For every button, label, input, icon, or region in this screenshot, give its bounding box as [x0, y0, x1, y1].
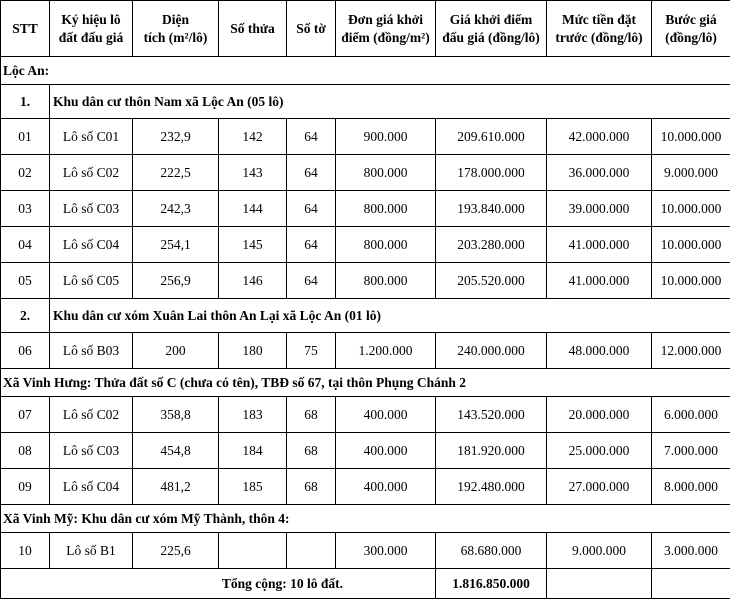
stt-cell: 01: [1, 119, 50, 155]
header-lot-code: Ký hiệu lô đất đấu giá: [50, 1, 133, 57]
table-row: [1, 263, 730, 299]
deposit-cell: 41.000.000: [547, 227, 652, 263]
deposit-cell: 25.000.000: [547, 433, 652, 469]
lot-code-cell: Lô số C02: [50, 397, 133, 433]
unit-price-cell: 400.000: [336, 397, 436, 433]
parcel-cell: 180: [219, 333, 287, 369]
starting-price-cell: 192.480.000: [436, 469, 547, 505]
parcel-cell: 146: [219, 263, 287, 299]
bid-step-cell: 10.000.000: [652, 263, 730, 299]
stt-cell: 10: [1, 533, 50, 569]
total-row: [1, 569, 730, 599]
header-parcel-no: Số thửa: [219, 1, 287, 57]
stt-cell: 05: [1, 263, 50, 299]
sheet-cell: 68: [287, 397, 336, 433]
area-cell: 254,1: [133, 227, 219, 263]
bid-step-cell: 6.000.000: [652, 397, 730, 433]
lot-code-cell: Lô số C04: [50, 469, 133, 505]
area-cell: 200: [133, 333, 219, 369]
stt-cell: 06: [1, 333, 50, 369]
bid-step-cell: 10.000.000: [652, 119, 730, 155]
table-row: [1, 533, 730, 569]
parcel-cell: 143: [219, 155, 287, 191]
unit-price-cell: 800.000: [336, 227, 436, 263]
section-row: [1, 505, 730, 533]
parcel-cell: 144: [219, 191, 287, 227]
unit-price-cell: 1.200.000: [336, 333, 436, 369]
lot-code-cell: Lô số C05: [50, 263, 133, 299]
header-sheet-no: Số tờ: [287, 1, 336, 57]
table-row: [1, 433, 730, 469]
group-name: Khu dân cư thôn Nam xã Lộc An (05 lô): [50, 85, 730, 119]
area-cell: 358,8: [133, 397, 219, 433]
header-area: Diện tích (m²/lô): [133, 1, 219, 57]
starting-price-cell: 203.280.000: [436, 227, 547, 263]
bid-step-cell: 8.000.000: [652, 469, 730, 505]
lot-code-cell: Lô số C04: [50, 227, 133, 263]
unit-price-cell: 800.000: [336, 263, 436, 299]
deposit-cell: 20.000.000: [547, 397, 652, 433]
starting-price-cell: 209.610.000: [436, 119, 547, 155]
area-cell: 222,5: [133, 155, 219, 191]
unit-price-cell: 800.000: [336, 191, 436, 227]
parcel-cell: [219, 533, 287, 569]
lot-code-cell: Lô số C02: [50, 155, 133, 191]
sheet-cell: 64: [287, 227, 336, 263]
table-row: [1, 191, 730, 227]
group-index: 2.: [1, 299, 50, 333]
area-cell: 225,6: [133, 533, 219, 569]
empty-cell: [652, 569, 730, 599]
parcel-cell: 142: [219, 119, 287, 155]
starting-price-cell: 240.000.000: [436, 333, 547, 369]
starting-price-cell: 143.520.000: [436, 397, 547, 433]
deposit-cell: 42.000.000: [547, 119, 652, 155]
stt-cell: 04: [1, 227, 50, 263]
unit-price-cell: 900.000: [336, 119, 436, 155]
table-row: [1, 119, 730, 155]
stt-cell: 07: [1, 397, 50, 433]
starting-price-cell: 68.680.000: [436, 533, 547, 569]
sheet-cell: [287, 533, 336, 569]
section-title: Xã Vinh Mỹ: Khu dân cư xóm Mỹ Thành, thôn 4:: [1, 505, 730, 533]
table-header-row: [1, 1, 730, 57]
table-row: [1, 227, 730, 263]
parcel-cell: 185: [219, 469, 287, 505]
section-title: Xã Vinh Hưng: Thửa đất số C (chưa có tên), TBĐ số 67, tại thôn Phụng Chánh 2: [1, 369, 730, 397]
sheet-cell: 64: [287, 119, 336, 155]
stt-cell: 08: [1, 433, 50, 469]
table-row: [1, 155, 730, 191]
lot-code-cell: Lô số C03: [50, 433, 133, 469]
sheet-cell: 75: [287, 333, 336, 369]
deposit-cell: 39.000.000: [547, 191, 652, 227]
section-row: [1, 369, 730, 397]
sheet-cell: 64: [287, 155, 336, 191]
stt-cell: 09: [1, 469, 50, 505]
header-unit-price: Đơn giá khởi điểm (đồng/m²): [336, 1, 436, 57]
empty-cell: [547, 569, 652, 599]
group-row: [1, 85, 730, 119]
table-row: [1, 333, 730, 369]
deposit-cell: 41.000.000: [547, 263, 652, 299]
unit-price-cell: 800.000: [336, 155, 436, 191]
unit-price-cell: 400.000: [336, 469, 436, 505]
section-title: Lộc An:: [1, 57, 730, 85]
area-cell: 481,2: [133, 469, 219, 505]
total-value: 1.816.850.000: [436, 569, 547, 599]
starting-price-cell: 193.840.000: [436, 191, 547, 227]
group-row: [1, 299, 730, 333]
area-cell: 256,9: [133, 263, 219, 299]
stt-cell: 02: [1, 155, 50, 191]
lot-code-cell: Lô số C01: [50, 119, 133, 155]
starting-price-cell: 205.520.000: [436, 263, 547, 299]
bid-step-cell: 7.000.000: [652, 433, 730, 469]
lot-code-cell: Lô số B1: [50, 533, 133, 569]
sheet-cell: 64: [287, 263, 336, 299]
sheet-cell: 64: [287, 191, 336, 227]
bid-step-cell: 3.000.000: [652, 533, 730, 569]
unit-price-cell: 300.000: [336, 533, 436, 569]
lot-code-cell: Lô số C03: [50, 191, 133, 227]
bid-step-cell: 10.000.000: [652, 227, 730, 263]
parcel-cell: 184: [219, 433, 287, 469]
group-name: Khu dân cư xóm Xuân Lai thôn An Lại xã Lộc An (01 lô): [50, 299, 730, 333]
parcel-cell: 145: [219, 227, 287, 263]
starting-price-cell: 178.000.000: [436, 155, 547, 191]
total-label: Tổng cộng: 10 lô đất.: [1, 569, 436, 599]
header-starting-price: Giá khởi điểm đấu giá (đồng/lô): [436, 1, 547, 57]
bid-step-cell: 9.000.000: [652, 155, 730, 191]
deposit-cell: 27.000.000: [547, 469, 652, 505]
sheet-cell: 68: [287, 433, 336, 469]
area-cell: 454,8: [133, 433, 219, 469]
table-row: [1, 397, 730, 433]
section-row: [1, 57, 730, 85]
sheet-cell: 68: [287, 469, 336, 505]
header-bid-step: Bước giá (đồng/lô): [652, 1, 730, 57]
starting-price-cell: 181.920.000: [436, 433, 547, 469]
bid-step-cell: 10.000.000: [652, 191, 730, 227]
table-row: [1, 469, 730, 505]
deposit-cell: 36.000.000: [547, 155, 652, 191]
area-cell: 242,3: [133, 191, 219, 227]
lot-code-cell: Lô số B03: [50, 333, 133, 369]
bid-step-cell: 12.000.000: [652, 333, 730, 369]
header-deposit: Mức tiền đặt trước (đồng/lô): [547, 1, 652, 57]
stt-cell: 03: [1, 191, 50, 227]
deposit-cell: 9.000.000: [547, 533, 652, 569]
header-stt: STT: [1, 1, 50, 57]
parcel-cell: 183: [219, 397, 287, 433]
area-cell: 232,9: [133, 119, 219, 155]
group-index: 1.: [1, 85, 50, 119]
deposit-cell: 48.000.000: [547, 333, 652, 369]
unit-price-cell: 400.000: [336, 433, 436, 469]
